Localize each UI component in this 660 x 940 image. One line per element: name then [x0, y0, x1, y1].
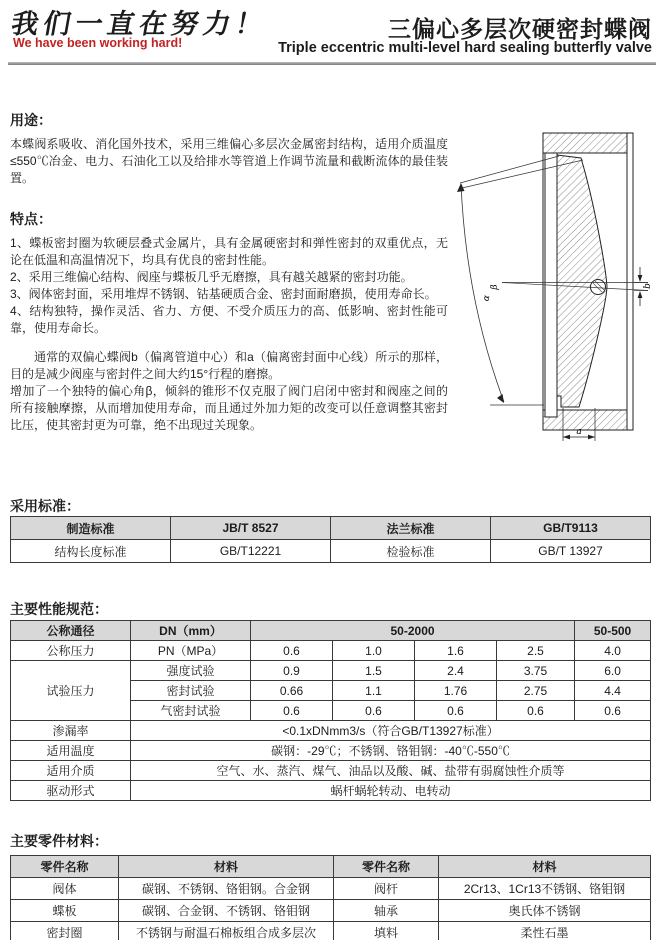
table-row — [11, 517, 651, 540]
alpha-label: α — [481, 294, 493, 303]
performance-table — [10, 620, 651, 801]
table-cell: 气密封试验 — [131, 701, 251, 721]
table-cell: PN（MPa） — [131, 641, 251, 661]
table-cell: 0.9 — [251, 661, 333, 681]
table-cell: 50-2000 — [251, 621, 575, 641]
table-cell: 蝶板 — [11, 900, 119, 922]
table-cell: 适用温度 — [11, 741, 131, 761]
table-cell: 0.6 — [251, 701, 333, 721]
table-cell: 公称通径 — [11, 621, 131, 641]
table-cell: 碳钢、合金钢、不锈钢、铬钼钢 — [119, 900, 334, 922]
usage-heading: 用途： — [10, 112, 52, 128]
a-label: a — [576, 427, 582, 437]
feature-item: 2、采用三维偏心结构、阀座与蝶板几乎无磨擦，具有越关越紧的密封功能。 — [10, 270, 413, 284]
table-row — [11, 781, 651, 801]
table-cell: 碳钢、不锈钢、铬钼钢。合金钢 — [119, 878, 334, 900]
table-row — [11, 721, 651, 741]
table-cell: <0.1xDNmm3/s（符合GB/T13927标准） — [131, 721, 651, 741]
table-cell: 2.5 — [497, 641, 575, 661]
table-cell: GB/T9113 — [491, 517, 651, 540]
valve-shaft — [591, 280, 606, 295]
table-cell: 材料 — [439, 856, 651, 878]
table-cell: 阀杆 — [334, 878, 439, 900]
table-row — [11, 761, 651, 781]
table-cell: 0.6 — [333, 701, 415, 721]
table-cell: 0.66 — [251, 681, 333, 701]
slogan-english: We have been working hard! — [13, 36, 183, 50]
table-cell: 1.5 — [333, 661, 415, 681]
table-cell: 阀体 — [11, 878, 119, 900]
b-label: b — [643, 283, 653, 289]
beta-label: β — [490, 284, 500, 290]
table-row — [11, 641, 651, 661]
a-arrow-right — [588, 435, 595, 440]
table-cell: 6.0 — [575, 661, 651, 681]
table-cell: 0.6 — [415, 701, 497, 721]
table-row — [11, 540, 651, 563]
table-cell: 碳钢：-29℃；不锈钢、铬钼钢：-40℃-550℃ — [131, 741, 651, 761]
table-cell: 4.0 — [575, 641, 651, 661]
table-row — [11, 621, 651, 641]
top-flange-hatch — [543, 133, 627, 153]
description-paragraph-1: 通常的双偏心蝶阀b（偏离管道中心）和a（偏离密封面中心线）所示的那样，目的是减少阀座与密封件之间大约15°行程的磨擦。 — [10, 350, 448, 381]
table-cell: 密封试验 — [131, 681, 251, 701]
usage-paragraph: 本蝶阀系吸收、消化国外技术，采用三维偏心多层次金属密封结构，适用介质温度≤550℃冶金、电力、石油化工以及给排水等管道上作调节流量和截断流体的最佳装置。 — [10, 137, 448, 185]
table-cell: 材料 — [119, 856, 334, 878]
table-cell: 零件名称 — [11, 856, 119, 878]
table-cell: 0.6 — [251, 641, 333, 661]
feature-item: 1、蝶板密封圈为软硬层叠式金属片，具有金属硬密封和弹性密封的双重优点，无论在低温和高温情况下，均具有优良的密封性能。 — [10, 236, 448, 267]
table-row — [11, 900, 651, 922]
slogan-calligraphy: 我们一直在努力！ — [8, 9, 271, 40]
standards-heading: 采用标准： — [10, 498, 80, 514]
table-row — [11, 856, 651, 878]
table-cell: 1.6 — [415, 641, 497, 661]
table-cell: 奥氏体不锈钢 — [439, 900, 651, 922]
table-cell: 1.0 — [333, 641, 415, 661]
alpha-arrow-bottom — [497, 394, 504, 403]
feature-item: 4、结构独特，操作灵活、省力、方便、不受介质压力的高、低影响、密封性能可靠，使用寿命长。 — [10, 304, 448, 335]
standards-table — [10, 516, 651, 563]
table-cell: 试验压力 — [11, 661, 131, 721]
performance-heading: 主要性能规范： — [10, 601, 108, 617]
materials-heading: 主要零件材料： — [10, 833, 108, 849]
table-cell: 蜗杆蜗轮转动、电转动 — [131, 781, 651, 801]
table-cell: 公称压力 — [11, 641, 131, 661]
table-cell: 驱动形式 — [11, 781, 131, 801]
table-cell: 检验标准 — [331, 540, 491, 563]
table-cell: 3.75 — [497, 661, 575, 681]
table-cell: 填料 — [334, 922, 439, 940]
product-title-en: Triple eccentric multi-level hard sealing butterfly valve — [278, 40, 652, 56]
valve-cross-section-diagram — [440, 110, 660, 475]
table-cell: 2.75 — [497, 681, 575, 701]
table-row — [11, 741, 651, 761]
table-cell: DN（mm） — [131, 621, 251, 641]
table-cell: 轴承 — [334, 900, 439, 922]
table-cell: 0.6 — [575, 701, 651, 721]
alpha-ray-1 — [460, 156, 559, 183]
description-paragraph-2: 增加了一个独特的偏心角β，倾斜的锥形不仅克服了阀门启闭中密封和阀座之间的所有接触摩擦，从而增加使用寿命，而且通过外加力矩的改变可以任意调整其密封比压，使其密封更为可靠，绝不出现过关现象。 — [10, 384, 448, 432]
product-title-cn: 三偏心多层次硬密封蝶阀 — [388, 16, 652, 42]
table-row — [11, 661, 651, 681]
table-cell: 强度试验 — [131, 661, 251, 681]
table-cell: 制造标准 — [11, 517, 171, 540]
table-cell: 2Cr13、1Cr13不锈钢、铬钼钢 — [439, 878, 651, 900]
table-row — [11, 922, 651, 940]
table-cell: 柔性石墨 — [439, 922, 651, 940]
table-cell: GB/T12221 — [171, 540, 331, 563]
table-cell: 50-500 — [575, 621, 651, 641]
table-cell: 适用介质 — [11, 761, 131, 781]
table-cell: 2.4 — [415, 661, 497, 681]
table-cell: JB/T 8527 — [171, 517, 331, 540]
table-cell: 1.1 — [333, 681, 415, 701]
b-arrow-up — [638, 291, 643, 298]
table-cell: 空气、水、蒸汽、煤气、油品以及酸、碱、盐带有弱腐蚀性介质等 — [131, 761, 651, 781]
table-cell: GB/T 13927 — [491, 540, 651, 563]
table-cell: 渗漏率 — [11, 721, 131, 741]
table-cell: 结构长度标准 — [11, 540, 171, 563]
table-row — [11, 878, 651, 900]
table-cell: 法兰标准 — [331, 517, 491, 540]
table-cell: 4.4 — [575, 681, 651, 701]
table-cell: 1.76 — [415, 681, 497, 701]
header-divider — [8, 62, 656, 65]
b-arrow-down — [638, 275, 643, 282]
materials-table — [10, 855, 651, 940]
table-cell: 密封圈 — [11, 922, 119, 940]
table-cell: 0.6 — [497, 701, 575, 721]
table-cell: 零件名称 — [334, 856, 439, 878]
alpha-arc — [461, 184, 504, 402]
features-heading: 特点： — [10, 211, 52, 227]
table-cell: 不锈钢与耐温石棉板组合成多层次 — [119, 922, 334, 940]
feature-item: 3、阀体密封面，采用堆焊不锈钢、钴基硬质合金、密封面耐磨损，使用寿命长。 — [10, 287, 437, 301]
text-column — [10, 112, 448, 434]
features-list — [10, 235, 448, 337]
a-arrow-left — [563, 435, 570, 440]
